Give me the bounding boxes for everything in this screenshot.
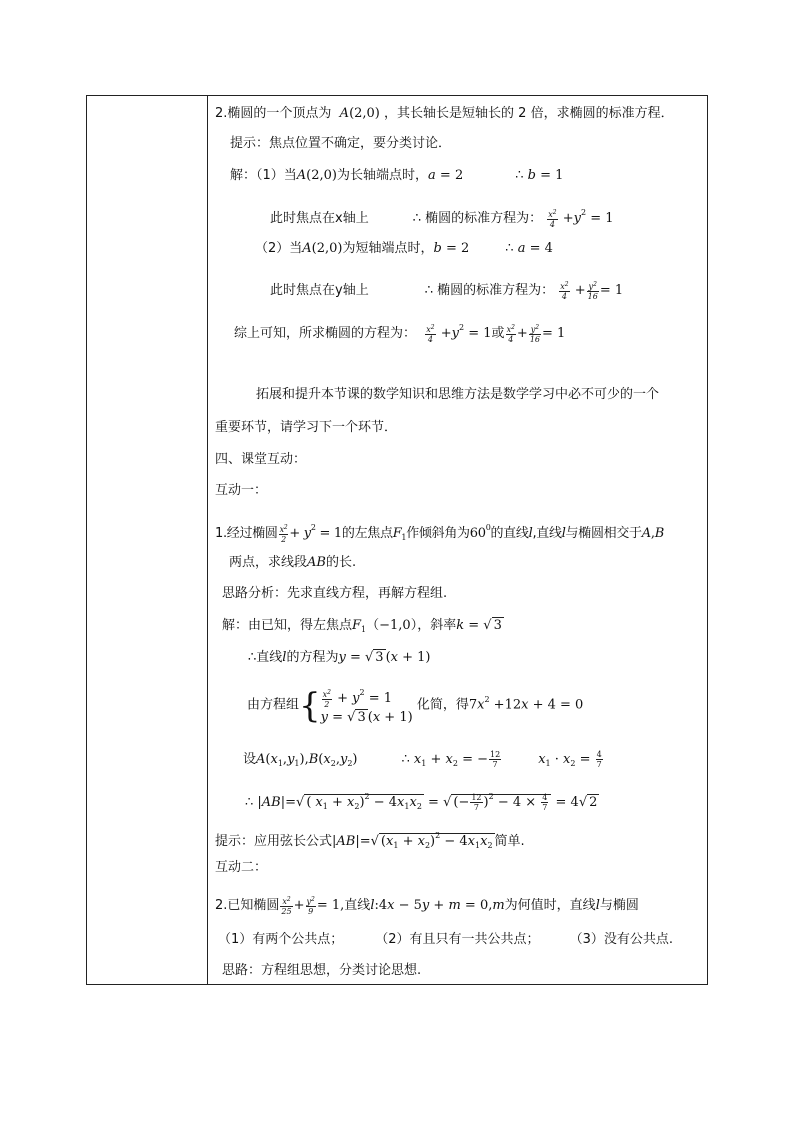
chord-length: ∴ |AB|=√ ( $x_1 + x_2)^2 - 4x_1x_2$ = √ (− $\frac{12}{7}$ )$^2$ − 4 × $\frac{4}{7}$ = 4√ 2 <box>245 792 598 812</box>
question-2: 2.已知椭圆 $\frac{x^2}{25}$ + $\frac{y^2}{9}$ = 1,直线l:4x − 5y + m = 0,m为何值时，直线l与椭圆 <box>215 896 639 916</box>
hint-1: 提示：焦点位置不确定，要分类讨论． <box>230 136 452 151</box>
case-1-result: 此时焦点在x轴上 ∴ 椭圆的标准方程为： $\frac{x^2}{4}$ $+y^2 = 1$ <box>270 208 614 229</box>
interaction-1-heading: 互动一： <box>215 483 268 498</box>
column-divider <box>207 95 208 985</box>
case-2-result: 此时焦点在y轴上 ∴ 椭圆的标准方程为： $\frac{x^2}{4}$ + $\frac{y^2}{16}$ = 1 <box>270 281 624 301</box>
solution-case-1: 解：（1）当A(2,0)为长轴端点时，a = 2 ∴ b = 1 <box>230 168 564 183</box>
section-4-heading: 四、课堂互动： <box>215 452 307 467</box>
analysis: 思路分析：先求直线方程，再解方程组. <box>222 586 448 601</box>
interaction-2-heading: 互动二： <box>215 860 268 875</box>
hint-2: 提示：应用弦长公式|AB|=√ $(x_1 + x_2)^2 - 4x_1x_2$ 简单. <box>215 831 525 850</box>
solution-2: 解：由已知，得左焦点$F_1(-1,0)$，斜率k = √ 3 <box>222 618 502 634</box>
question-1-line-2: 两点，求线段AB的长. <box>229 555 357 570</box>
equation-system: 由方程组{ $\frac{x^2}{2}$ + $y^2 = 1$ y = √ 3 (x + 1) 化简，得$7x^2 +12x + 4 = 0$ <box>247 685 584 726</box>
vieta-line: 设$A(x_1,y_1),B(x_2,y_2)$ ∴ $x_1 + x_2$ = − $\frac{12}{7}$ $x_1 \cdot x_2$ = $\frac{4}{7}$ <box>243 750 602 769</box>
extension-line-1: 拓展和提升本节课的数学知识和思维方法是数学学习中必不可少的一个 <box>256 387 660 402</box>
solution-case-2: （2）当A(2,0)为短轴端点时，b = 2 ∴ a = 4 <box>255 241 553 256</box>
question-1-line-1: 1.经过椭圆 $\frac{x^2}{2}$ + $y^2 = 1$的左焦点$F_1$作倾斜角为$60^0$的直线l,直线l与椭圆相交于A,B <box>215 523 664 544</box>
idea-line: 思路：方程组思想，分类讨论思想. <box>222 963 422 978</box>
options-line: （1）有两个公共点； （2）有且只有一共公共点； （3）没有公共点. <box>218 932 673 947</box>
summary-line: 综上可知，所求椭圆的方程为： $\frac{x^2}{4}$ $+y^2 = 1$或 $\frac{x^2}{4}$ + $\frac{y^2}{16}$ = 1 <box>234 323 566 344</box>
extension-line-2: 重要环节，请学习下一个环节． <box>215 420 398 435</box>
line-equation: ∴直线l的方程为y = √ 3 (x + 1) <box>248 650 431 665</box>
problem-2-line: 2.椭圆的一个顶点为 A(2,0) ，其长轴长是短轴长的 2 倍，求椭圆的标准方程． <box>215 106 674 121</box>
